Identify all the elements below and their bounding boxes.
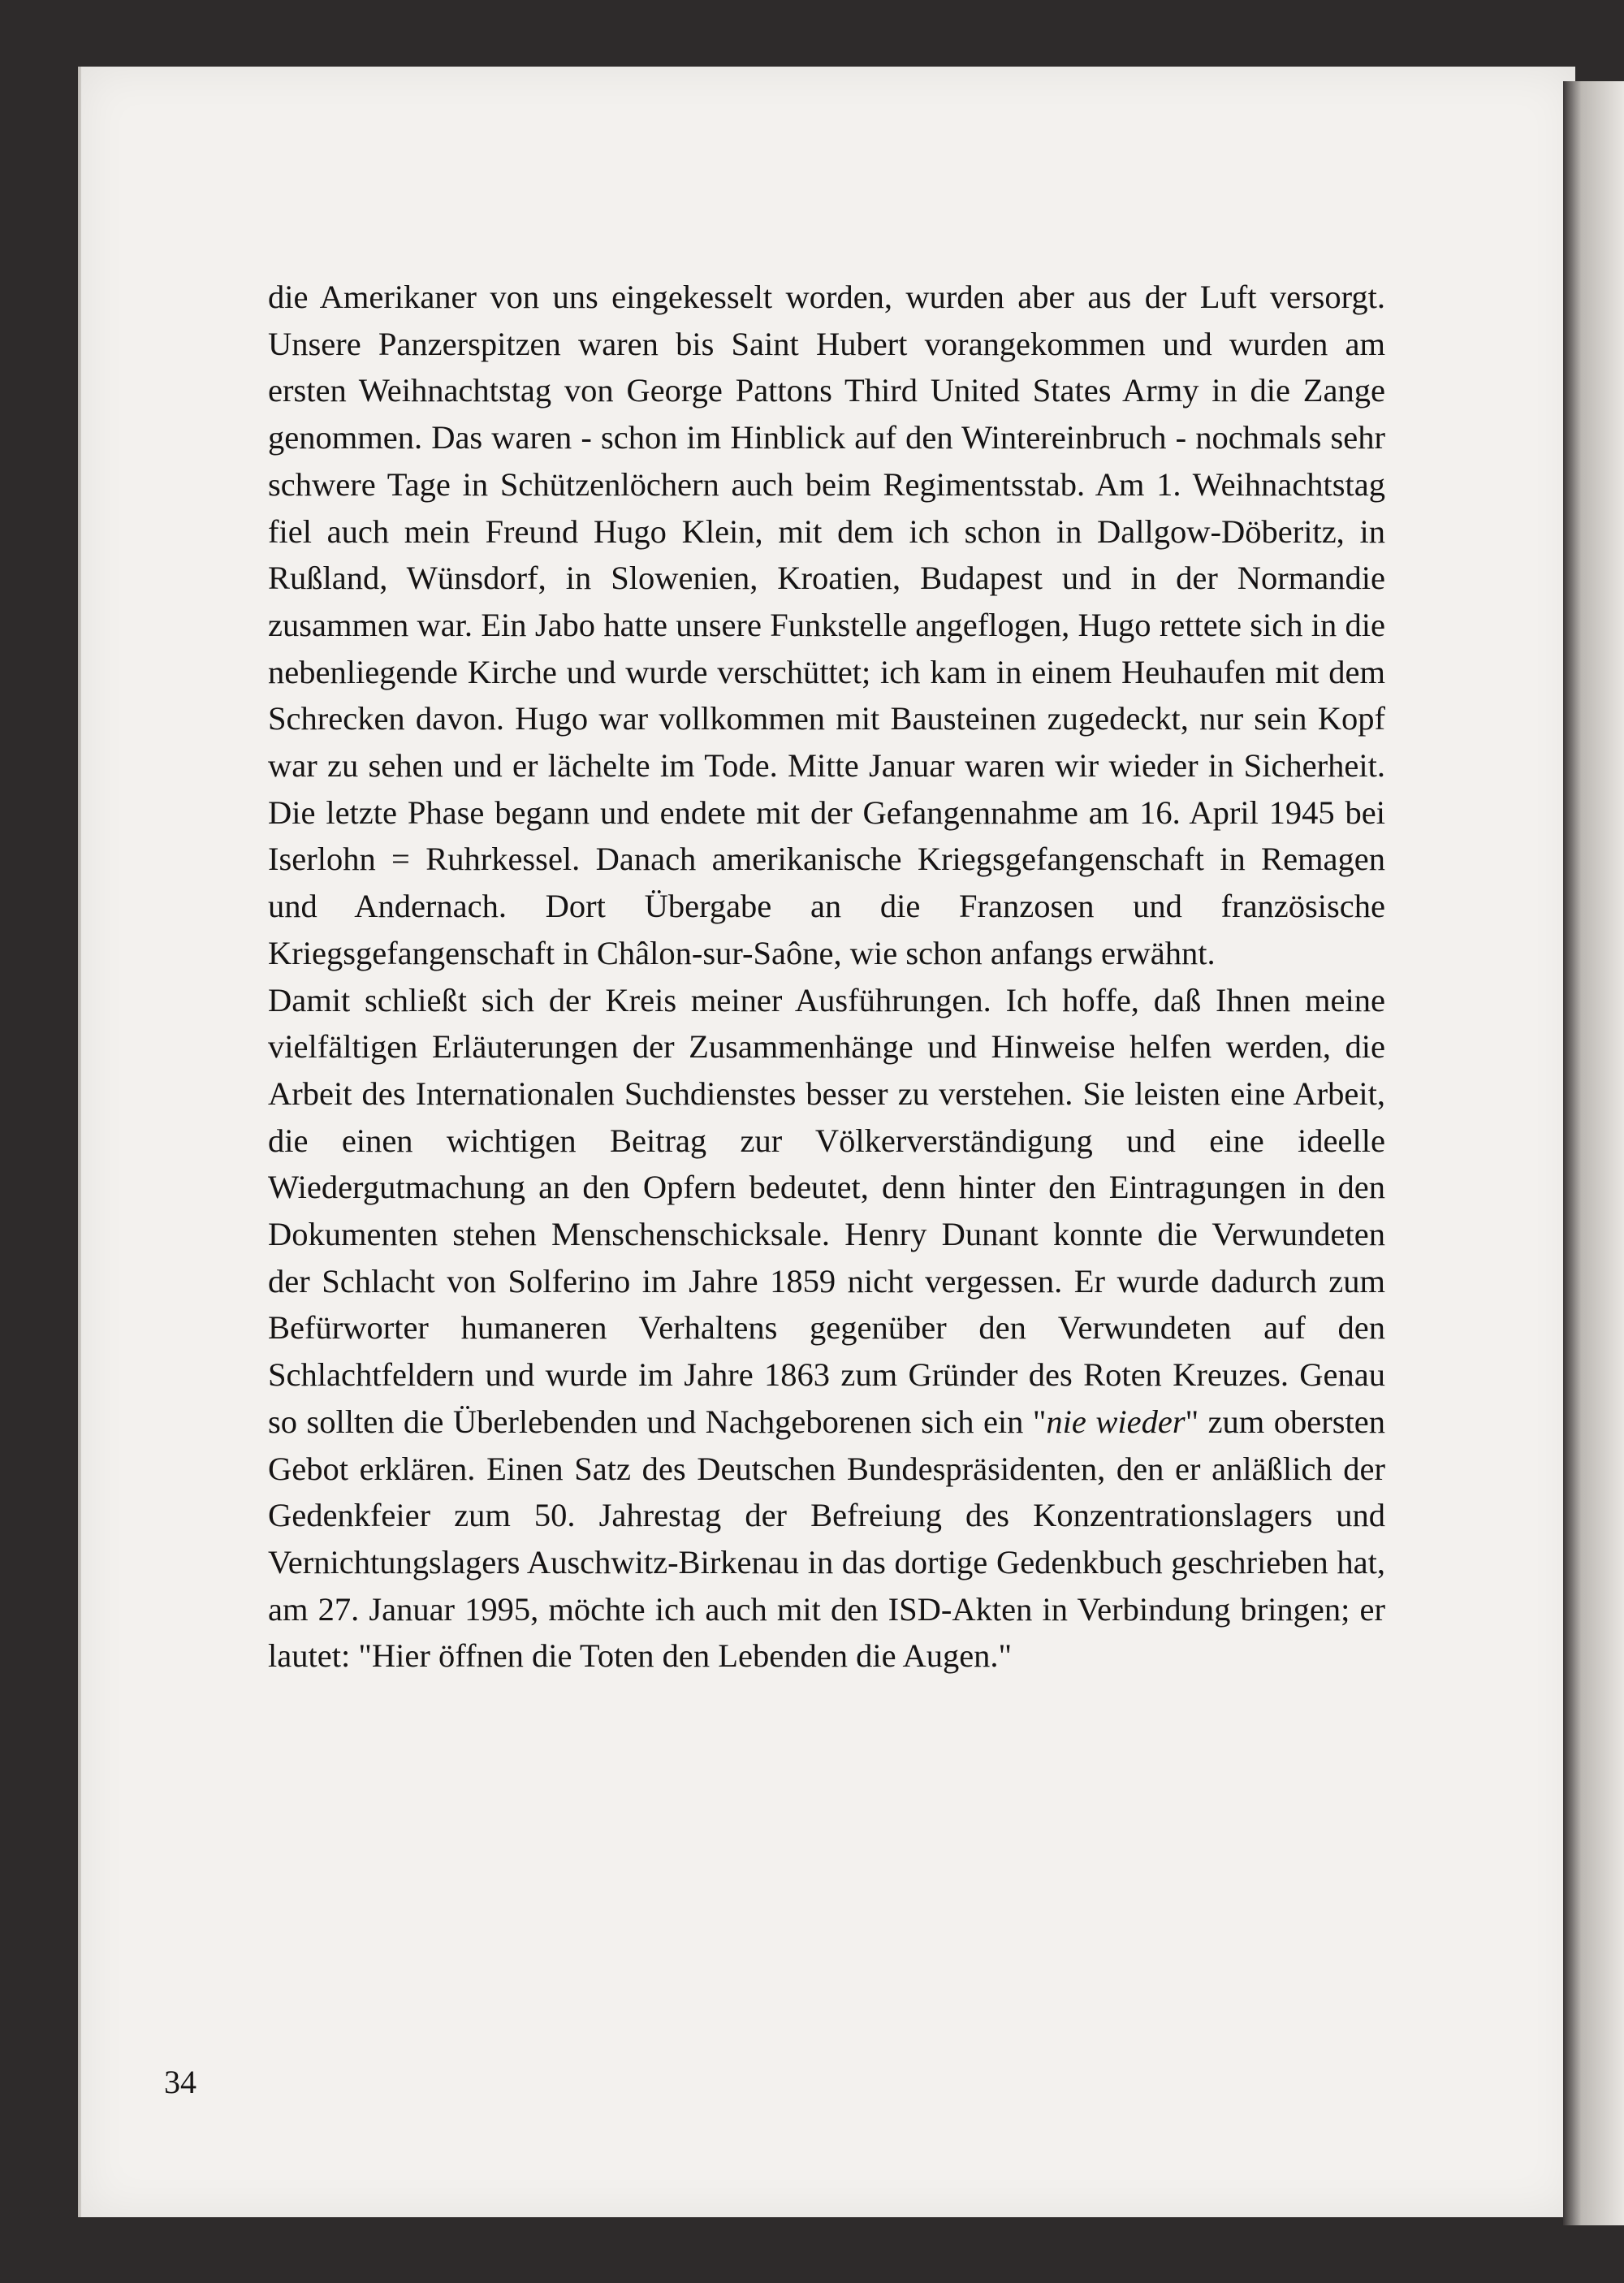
paragraph-2-text-end: " zum obersten Gebot erklären. Einen Satz des Deutschen Bundespräsidenten, den er anläßlich der Gedenkfeier zum 50. Jahrestag der Befreiung des Konzentrationslagers und Vernichtungslagers Auschwitz-Birkenau in das dortige Gedenkbuch geschrieben hat, am 27. Januar 1995, möchte ich auch mit den ISD-Akten in Verbindung bringen; er lautet: "Hier öffnen die Toten den Lebenden die Augen." xyxy=(268,1403,1385,1675)
paragraph-2-emphasis: nie wieder xyxy=(1046,1403,1186,1440)
body-text xyxy=(268,274,1385,1680)
paragraph-2 xyxy=(268,977,1385,1680)
paragraph-2-text-start: Damit schließt sich der Kreis meiner Ausführungen. Ich hoffe, daß Ihnen meine vielfältigen Erläuterungen der Zusammenhänge und Hinweise helfen werden, die Arbeit des Internationalen Suchdienstes besser zu verstehen. Sie leisten eine Arbeit, die einen wichtigen Beitrag zur Völkerverständigung und eine ideelle Wiedergutmachung an den Opfern bedeutet, denn hinter den Eintragungen in den Dokumenten stehen Menschenschicksale. Henry Dunant konnte die Verwundeten der Schlacht von Solferino im Jahre 1859 nicht vergessen. Er wurde dadurch zum Befürworter humaneren Verhaltens gegenüber den Verwundeten auf den Schlachtfeldern und wurde im Jahre 1863 zum Gründer des Roten Kreuzes. Genau so sollten die Überlebenden und Nachgeborenen sich ein " xyxy=(268,981,1385,1440)
next-page-edge xyxy=(1563,81,1624,2225)
page-number: 34 xyxy=(164,2064,197,2100)
paragraph-1-text: die Amerikaner von uns eingekesselt worden, wurden aber aus der Luft versorgt. Unsere Panzerspitzen waren bis Saint Hubert vorangekommen und wurden am ersten Weihnachtstag von George Pattons Third United States Army in die Zange genommen. Das waren - schon im Hinblick auf den Wintereinbruch - nochmals sehr schwere Tage in Schützenlöchern auch beim Regimentsstab. Am 1. Weihnachtstag fiel auch mein Freund Hugo Klein, mit dem ich schon in Dallgow-Döberitz, in Rußland, Wünsdorf, in Slowenien, Kroatien, Budapest und in der Normandie zusammen war. Ein Jabo hatte unsere Funkstelle angeflogen, Hugo rettete sich in die nebenliegende Kirche und wurde verschüttet; ich kam in einem Heuhaufen mit dem Schrecken davon. Hugo war vollkommen mit Bausteinen zugedeckt, nur sein Kopf war zu sehen und er lächelte im Tode. Mitte Januar waren wir wieder in Sicherheit. Die letzte Phase begann und endete mit der Gefangennahme am 16. April 1945 bei Iserlohn = Ruhrkessel. Danach amerikanische Kriegsgefangenschaft in Remagen und Andernach. Dort Übergabe an die Franzosen und französische Kriegsgefangenschaft in Châlon-sur-Saône, wie schon anfangs erwähnt. xyxy=(268,279,1385,971)
paragraph-1 xyxy=(268,274,1385,977)
